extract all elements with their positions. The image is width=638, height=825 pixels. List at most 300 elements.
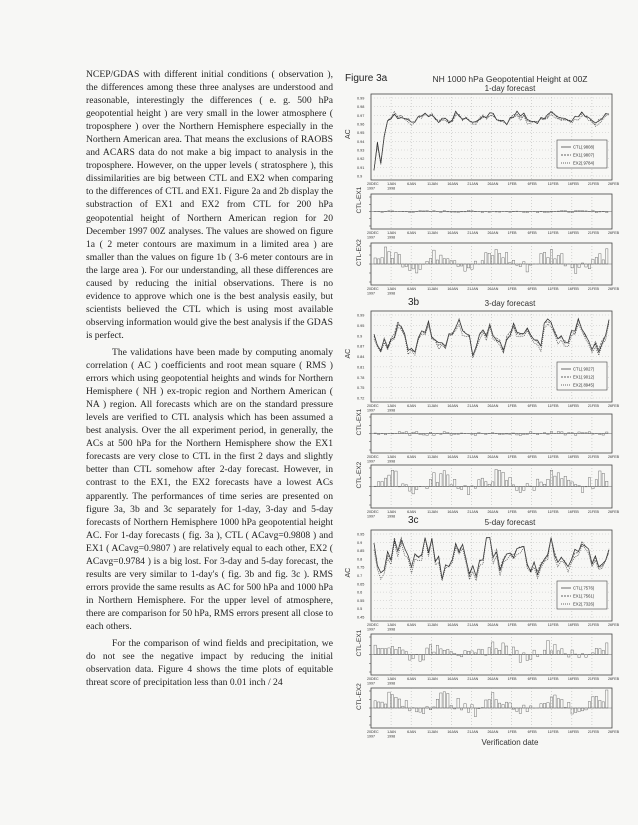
diff-bar — [512, 708, 514, 709]
x-tick-label: 1998 — [387, 681, 396, 686]
diff-bar — [391, 470, 393, 486]
diff-bar — [374, 258, 376, 264]
diff-axis-label: CTL-EX2 — [356, 461, 363, 489]
diff-bar — [415, 432, 417, 434]
diff-bar — [540, 253, 542, 264]
figure-label: Figure 3a — [345, 73, 388, 84]
x-tick-label: 21JAN — [467, 182, 479, 186]
diff-bar — [526, 434, 528, 435]
diff-bar — [447, 259, 449, 264]
diff-bar — [574, 211, 576, 212]
diff-bar — [485, 253, 487, 264]
diff-bar — [384, 247, 386, 264]
diff-bar — [440, 255, 442, 264]
x-tick-label: 1JAN — [387, 231, 396, 235]
diff-bar — [464, 704, 466, 708]
x-tick-label: 1FEB — [507, 455, 517, 459]
x-tick-label: 1997 — [367, 627, 375, 632]
diff-bar — [554, 259, 556, 264]
legend-entry: EX1(.9012) — [573, 374, 595, 380]
diff-bar — [405, 652, 407, 655]
diff-bar — [391, 646, 393, 654]
diff-bar — [564, 707, 566, 708]
y-tick-label: 0.92 — [357, 157, 365, 162]
diff-bar — [402, 484, 404, 487]
y-tick-label: 0.85 — [357, 549, 365, 554]
diff-bar — [498, 703, 500, 708]
x-tick-label: 26FEB — [608, 404, 619, 408]
x-tick-label: 11JAN — [427, 231, 438, 235]
x-tick-label: 16JAN — [447, 182, 459, 186]
legend-entry: EX1(.7561) — [573, 593, 595, 599]
diff-bar — [578, 655, 580, 658]
diff-bar — [443, 259, 445, 264]
diff-axis-label: CTL-EX2 — [356, 239, 363, 266]
x-tick-label: 16FEB — [567, 182, 579, 186]
y-tick-label: 0.75 — [357, 565, 365, 570]
y-tick-label: 0.7 — [357, 574, 363, 578]
x-tick-label: 11JAN — [427, 623, 438, 627]
diff-bar — [453, 212, 455, 213]
diff-bar — [564, 476, 566, 486]
diff-bar — [471, 211, 473, 212]
diff-bar — [395, 253, 397, 264]
diff-bar — [561, 210, 563, 211]
diff-bar — [602, 260, 604, 264]
diff-bar — [519, 708, 521, 713]
diff-bar — [561, 699, 563, 708]
paragraph-1: NCEP/GDAS with different initial conditions ( observation ), the differences among these three analyses are understood and reasonable, interestingly the differences ( e. g. 500 hPa geopotential height ) are very small in the lower atmosphere ( troposphere ) over the Northern Hemisphere especially in the Northern American area. That means the exclusions of RAOBS and ACARS data do not make a big impact to analysis in the troposphere. However, on the upper levels ( stratosphere ), this dissimilarities are big between CTL and EX2 when comparing to the differences of CTL and EX1. Figure 2a and 2b display the substraction of EX1 and EX2 from CTL for 200 hPa geopotential height of Northern American region for 20 December 1997 00Z analyses. The values are showed on figure 1a ( 2 meter contours are maximum in a limited area ) are smaller than the values on figure 1b ( 3-6 meter contours are in the large area ). For our understanding, all these differences are caused by reducing the initial observations. There is no evidence to approve which one is the best analysis easily, but scientists believed the CTL which is using most available observing information would give the best analysis if the GDAS is perfect. — [86, 69, 334, 341]
diff-bar — [502, 472, 504, 486]
diff-bar — [498, 212, 500, 213]
x-tick-label: 20DEC — [367, 623, 379, 627]
diff-bar — [388, 475, 390, 486]
y-tick-label: 0.84 — [357, 355, 365, 359]
diff-bar — [388, 251, 390, 264]
diff-bar — [395, 697, 397, 708]
diff-bar — [519, 434, 521, 436]
x-tick-label: 26JAN — [487, 677, 499, 681]
y-tick-label: 0.45 — [357, 615, 365, 620]
x-tick-label: 1JAN — [387, 287, 396, 291]
x-tick-label: 20DEC — [367, 455, 379, 459]
x-tick-label: 26FEB — [608, 510, 619, 514]
diff-bar — [536, 212, 538, 213]
diff-bar — [426, 261, 428, 264]
diff-bar — [550, 651, 552, 655]
diff-bar — [478, 708, 480, 709]
x-tick-label: 20DEC — [367, 677, 379, 681]
x-tick-label: 16FEB — [567, 623, 579, 627]
x-tick-label: 21JAN — [467, 287, 479, 291]
diff-bar — [588, 478, 590, 487]
diff-bar — [457, 487, 459, 489]
diff-bar — [433, 211, 435, 212]
diff-bar — [433, 434, 435, 436]
x-tick-label: 26JAN — [487, 404, 499, 408]
diff-bar — [498, 254, 500, 264]
x-tick-label: 6JAN — [407, 623, 416, 627]
diff-bar — [398, 647, 400, 654]
diff-bar — [540, 704, 542, 708]
diff-bar — [471, 486, 473, 487]
diff-bar — [457, 698, 459, 708]
y-tick-label: 0.91 — [357, 165, 365, 170]
diff-bar — [415, 487, 417, 490]
x-tick-label: 1997 — [367, 186, 375, 191]
x-tick-label: 6FEB — [527, 677, 537, 681]
x-tick-label: 11JAN — [427, 182, 438, 186]
legend-entry: CTL(.9808) — [573, 144, 595, 150]
diff-bar — [422, 211, 424, 212]
diff-bar — [595, 212, 597, 213]
diff-bar — [592, 211, 594, 212]
diff-bar — [433, 250, 435, 264]
series-line-2 — [374, 323, 609, 358]
diff-bar — [509, 703, 511, 708]
x-tick-label: 11FEB — [547, 510, 559, 514]
y-tick-label: 0.95 — [357, 131, 365, 136]
diff-bar — [402, 264, 404, 267]
x-tick-label: 11JAN — [427, 404, 438, 408]
diff-bar — [585, 708, 587, 710]
x-tick-label: 21JAN — [467, 510, 479, 514]
diff-bar — [602, 650, 604, 654]
x-tick-label: 11JAN — [427, 455, 438, 459]
diff-bar — [536, 434, 538, 435]
y-tick-label: 0.93 — [357, 148, 365, 153]
y-tick-label: 0.81 — [357, 365, 365, 370]
y-tick-label: 0.99 — [357, 313, 365, 318]
diff-bar — [419, 264, 421, 269]
diff-bar — [381, 648, 383, 654]
x-tick-label: 1FEB — [507, 182, 517, 186]
x-tick-label: 16FEB — [567, 287, 579, 291]
x-tick-label: 1997 — [367, 514, 375, 519]
x-tick-label: 1998 — [387, 627, 396, 632]
x-tick-label: 21FEB — [587, 182, 599, 186]
diff-bar — [523, 705, 525, 708]
diff-bar — [447, 432, 449, 433]
diff-bar — [536, 479, 538, 486]
y-tick-label: 0.78 — [357, 375, 365, 380]
diff-bar — [571, 433, 573, 434]
x-tick-label: 20DEC — [367, 287, 379, 291]
diff-bar — [402, 650, 404, 655]
diff-bar — [599, 649, 601, 655]
diff-bar — [554, 476, 556, 486]
x-tick-label: 11FEB — [547, 287, 559, 291]
diff-bar — [505, 434, 507, 435]
diff-bar — [592, 434, 594, 435]
diff-bar — [554, 695, 556, 708]
diff-bar — [471, 434, 473, 435]
diff-bar — [595, 480, 597, 487]
diff-bar — [502, 434, 504, 435]
diff-bar — [602, 702, 604, 708]
diff-bar — [543, 484, 545, 486]
diff-bar — [467, 210, 469, 211]
x-tick-label: 21FEB — [587, 231, 599, 235]
diff-bar — [409, 708, 411, 711]
diff-bar — [464, 485, 466, 486]
x-tick-label: 16JAN — [447, 730, 459, 734]
diff-bar — [384, 478, 386, 486]
x-tick-label: 21FEB — [587, 730, 599, 734]
x-tick-label: 26FEB — [608, 231, 619, 235]
diff-bar — [453, 653, 455, 654]
diff-bar — [388, 648, 390, 655]
x-tick-label: 11FEB — [547, 455, 559, 459]
diff-bar — [485, 700, 487, 708]
diff-bar — [523, 212, 525, 213]
x-tick-label: 21JAN — [467, 404, 479, 408]
y-tick-label: 0.98 — [357, 105, 365, 110]
x-tick-label: 6FEB — [527, 730, 537, 734]
diff-bar — [395, 649, 397, 654]
x-tick-label: 21JAN — [467, 231, 479, 235]
x-tick-label: 6JAN — [407, 182, 416, 186]
diff-bar — [568, 212, 570, 213]
x-tick-label: 21JAN — [467, 623, 479, 627]
diff-bar — [550, 250, 552, 264]
diff-bar — [478, 432, 480, 433]
y-tick-label: 0.9 — [357, 174, 363, 179]
x-tick-label: 16FEB — [567, 404, 579, 408]
diff-bar — [374, 701, 376, 708]
x-tick-label: 11FEB — [547, 231, 559, 235]
diff-bar — [436, 482, 438, 486]
x-tick-label: 26FEB — [608, 677, 619, 681]
x-tick-label: 1FEB — [507, 623, 517, 627]
diff-bar — [377, 648, 379, 654]
diff-bar — [488, 253, 490, 264]
diff-bar — [519, 264, 521, 267]
diff-bar — [467, 487, 469, 495]
diff-bar — [478, 480, 480, 487]
x-tick-label: 16JAN — [447, 287, 459, 291]
x-tick-label: 16FEB — [567, 510, 579, 514]
diff-bar — [550, 432, 552, 434]
paragraph-2: The validations have been made by computing anomaly correlation ( AC ) coefficients and root mean square ( RMS ) errors which using geopotential heights and winds for Northern Hemisphere ( NH ) ex-tropic region and Northern American ( NA ) region. All forecasts which are on the standard pressure levels are verified to CTL analysis which has been assumed a best analysis. Over the all experiment period, in generally, the ACs at 500 hPa for the Northern Hemisphere show the EX1 forecasts are very close to CTL in the first 2 days and slightly better than CTL somehow after 2-day forecast. However, in contrast to the EX1, the EX2 forecasts have a lowest ACs apparently. The performances of time series are presented on figure 3a, 3b and 3c separately for 1-day, 3-day and 5-day forecasts of Northern Hemisphere 1000 hPa geopotential height AC. For 1-day forecasts ( fig. 3a ), CTL ( ACavg=0.9808 ) and EX1 ( ACavg=0.9807 ) are relatively equal to each other, EX2 ( ACavg=0.9784 ) is a big lost. For 3-day and 5-day forecast, the results are very similar to 1-day's ( fig. 3b and fig. 3c ). RMS errors provide the same results as AC for 500 hPa and 1000 hPa in Northern Hemisphere. For the upper level of atmosphere, there are comparison for 50 hPa, RMS errors present all close to each others. — [86, 346, 333, 632]
diff-bar — [509, 212, 511, 213]
diff-bar — [460, 655, 462, 657]
diff-bar — [447, 475, 449, 487]
y-tick-label: 0.55 — [357, 598, 365, 603]
diff-bar — [512, 647, 514, 655]
diff-bar — [578, 486, 580, 487]
y-tick-label: 0.94 — [357, 139, 365, 144]
x-tick-label: 26FEB — [608, 182, 619, 186]
diff-bar — [523, 487, 525, 491]
x-tick-label: 26FEB — [608, 730, 619, 734]
diff-bar — [381, 702, 383, 708]
diff-bar — [457, 212, 459, 213]
x-tick-label: 1JAN — [387, 623, 396, 627]
diff-bar — [550, 697, 552, 708]
panel-a-subtitle: 1-day forecast — [484, 84, 536, 93]
diff-bar — [543, 703, 545, 708]
diff-bar — [415, 264, 417, 273]
legend-entry: CTL(.7576) — [573, 585, 595, 591]
diff-bar — [471, 651, 473, 655]
x-tick-label: 1FEB — [507, 231, 517, 235]
diff-bar — [457, 434, 459, 435]
diff-bar — [426, 434, 428, 436]
y-tick-label: 0.9 — [357, 334, 363, 339]
diff-axis-label: CTL-EX1 — [356, 186, 363, 214]
x-tick-label: 6FEB — [527, 623, 537, 627]
diff-bar — [474, 434, 476, 436]
x-tick-label: 11FEB — [547, 623, 559, 627]
diff-axis-label: CTL-EX1 — [356, 629, 363, 657]
diff-bar — [512, 260, 514, 264]
x-tick-label: 20DEC — [367, 231, 379, 235]
x-tick-label: 21FEB — [587, 623, 599, 627]
x-tick-label: 1FEB — [507, 287, 517, 291]
diff-bar — [595, 257, 597, 264]
x-tick-label: 16JAN — [447, 455, 459, 459]
diff-bar — [471, 705, 473, 708]
diff-bar — [443, 471, 445, 487]
diff-bar — [377, 702, 379, 708]
y-tick-label: 0.87 — [357, 344, 365, 349]
panel-b-subtitle: 3-day forecast — [484, 299, 536, 308]
diff-bar — [568, 433, 570, 434]
diff-bar — [568, 702, 570, 708]
diff-bar — [440, 212, 442, 213]
x-tick-label: 6JAN — [407, 730, 416, 734]
x-tick-label: 21FEB — [587, 404, 599, 408]
diff-bar — [571, 264, 573, 268]
x-tick-label: 1JAN — [387, 455, 396, 459]
x-tick-label: 6FEB — [527, 182, 537, 186]
x-tick-label: 6FEB — [527, 510, 537, 514]
y-tick-label: 0.8 — [357, 557, 363, 562]
diff-bar — [447, 649, 449, 654]
diff-bar — [443, 432, 445, 434]
diff-bar — [606, 212, 608, 213]
diff-bar — [509, 478, 511, 487]
diff-bar — [384, 704, 386, 708]
diff-bar — [481, 650, 483, 655]
diff-bar — [388, 211, 390, 212]
diff-bar — [585, 211, 587, 212]
diff-bar — [509, 434, 511, 435]
diff-bar — [540, 482, 542, 486]
diff-bar — [602, 473, 604, 486]
diff-bar — [405, 700, 407, 708]
diff-bar — [526, 264, 528, 272]
diff-bar — [474, 708, 476, 717]
x-tick-label: 1998 — [387, 291, 396, 296]
diff-bar — [516, 708, 518, 711]
x-tick-label: 1JAN — [387, 182, 396, 186]
x-tick-label: 21JAN — [467, 730, 479, 734]
diff-bar — [595, 648, 597, 654]
diff-bar — [384, 434, 386, 435]
diff-bar — [543, 433, 545, 434]
x-tick-label: 16FEB — [567, 231, 579, 235]
diff-bar — [388, 692, 390, 708]
diff-bar — [526, 484, 528, 487]
diff-bar — [443, 692, 445, 708]
diff-bar — [488, 212, 490, 213]
ac-axis-label: AC — [345, 348, 352, 359]
diff-bar — [561, 649, 563, 655]
diff-bar — [595, 696, 597, 708]
diff-bar — [453, 261, 455, 264]
diff-bar — [492, 256, 494, 264]
diff-bar — [557, 255, 559, 264]
y-tick-label: 0.65 — [357, 582, 365, 587]
legend-entry: CTL(.9027) — [573, 366, 595, 372]
diff-bar — [547, 258, 549, 264]
diff-bar — [505, 252, 507, 264]
diff-bar — [405, 264, 407, 266]
diff-bar — [460, 487, 462, 490]
diff-bar — [440, 434, 442, 435]
diff-bar — [578, 210, 580, 211]
y-tick-label: 0.5 — [357, 607, 363, 612]
diff-bar — [564, 211, 566, 212]
diff-bar — [391, 695, 393, 708]
diff-bar — [433, 652, 435, 654]
y-tick-label: 0.75 — [357, 386, 365, 391]
y-tick-label: 0.6 — [357, 590, 363, 595]
diff-bar — [485, 482, 487, 487]
y-tick-label: 0.95 — [357, 323, 365, 328]
diff-bar — [550, 470, 552, 486]
diff-bar — [495, 469, 497, 486]
diff-bar — [419, 655, 421, 662]
diff-bar — [422, 708, 424, 714]
x-tick-label: 26FEB — [608, 287, 619, 291]
diff-bar — [492, 642, 494, 655]
diff-bar — [440, 649, 442, 655]
x-tick-label: 1997 — [367, 408, 375, 413]
diff-bar — [453, 434, 455, 435]
x-tick-label: 26JAN — [487, 231, 499, 235]
diff-bar — [505, 702, 507, 708]
diff-bar — [488, 484, 490, 486]
x-tick-label: 26JAN — [487, 623, 499, 627]
diff-bar — [422, 655, 424, 660]
diff-bar — [554, 644, 556, 654]
diff-bar — [419, 434, 421, 435]
diff-bar — [543, 650, 545, 654]
diff-bar — [467, 651, 469, 654]
diff-bar — [588, 264, 590, 269]
diff-bar — [526, 655, 528, 661]
diff-bar — [464, 264, 466, 271]
diff-bar — [474, 261, 476, 264]
diff-bar — [502, 643, 504, 655]
diff-bar — [585, 655, 587, 658]
x-tick-label: 20DEC — [367, 404, 379, 408]
x-tick-label: 16JAN — [447, 623, 459, 627]
diff-bar — [581, 487, 583, 493]
x-tick-label: 1JAN — [387, 730, 396, 734]
legend-entry: EX1(.9807) — [573, 152, 595, 158]
diff-bar — [516, 264, 518, 265]
diff-bar — [440, 693, 442, 708]
diff-bar — [433, 473, 435, 487]
diff-bar — [381, 482, 383, 487]
diff-bar — [606, 481, 608, 486]
x-tick-label: 20DEC — [367, 730, 379, 734]
series-line-1 — [374, 538, 609, 580]
